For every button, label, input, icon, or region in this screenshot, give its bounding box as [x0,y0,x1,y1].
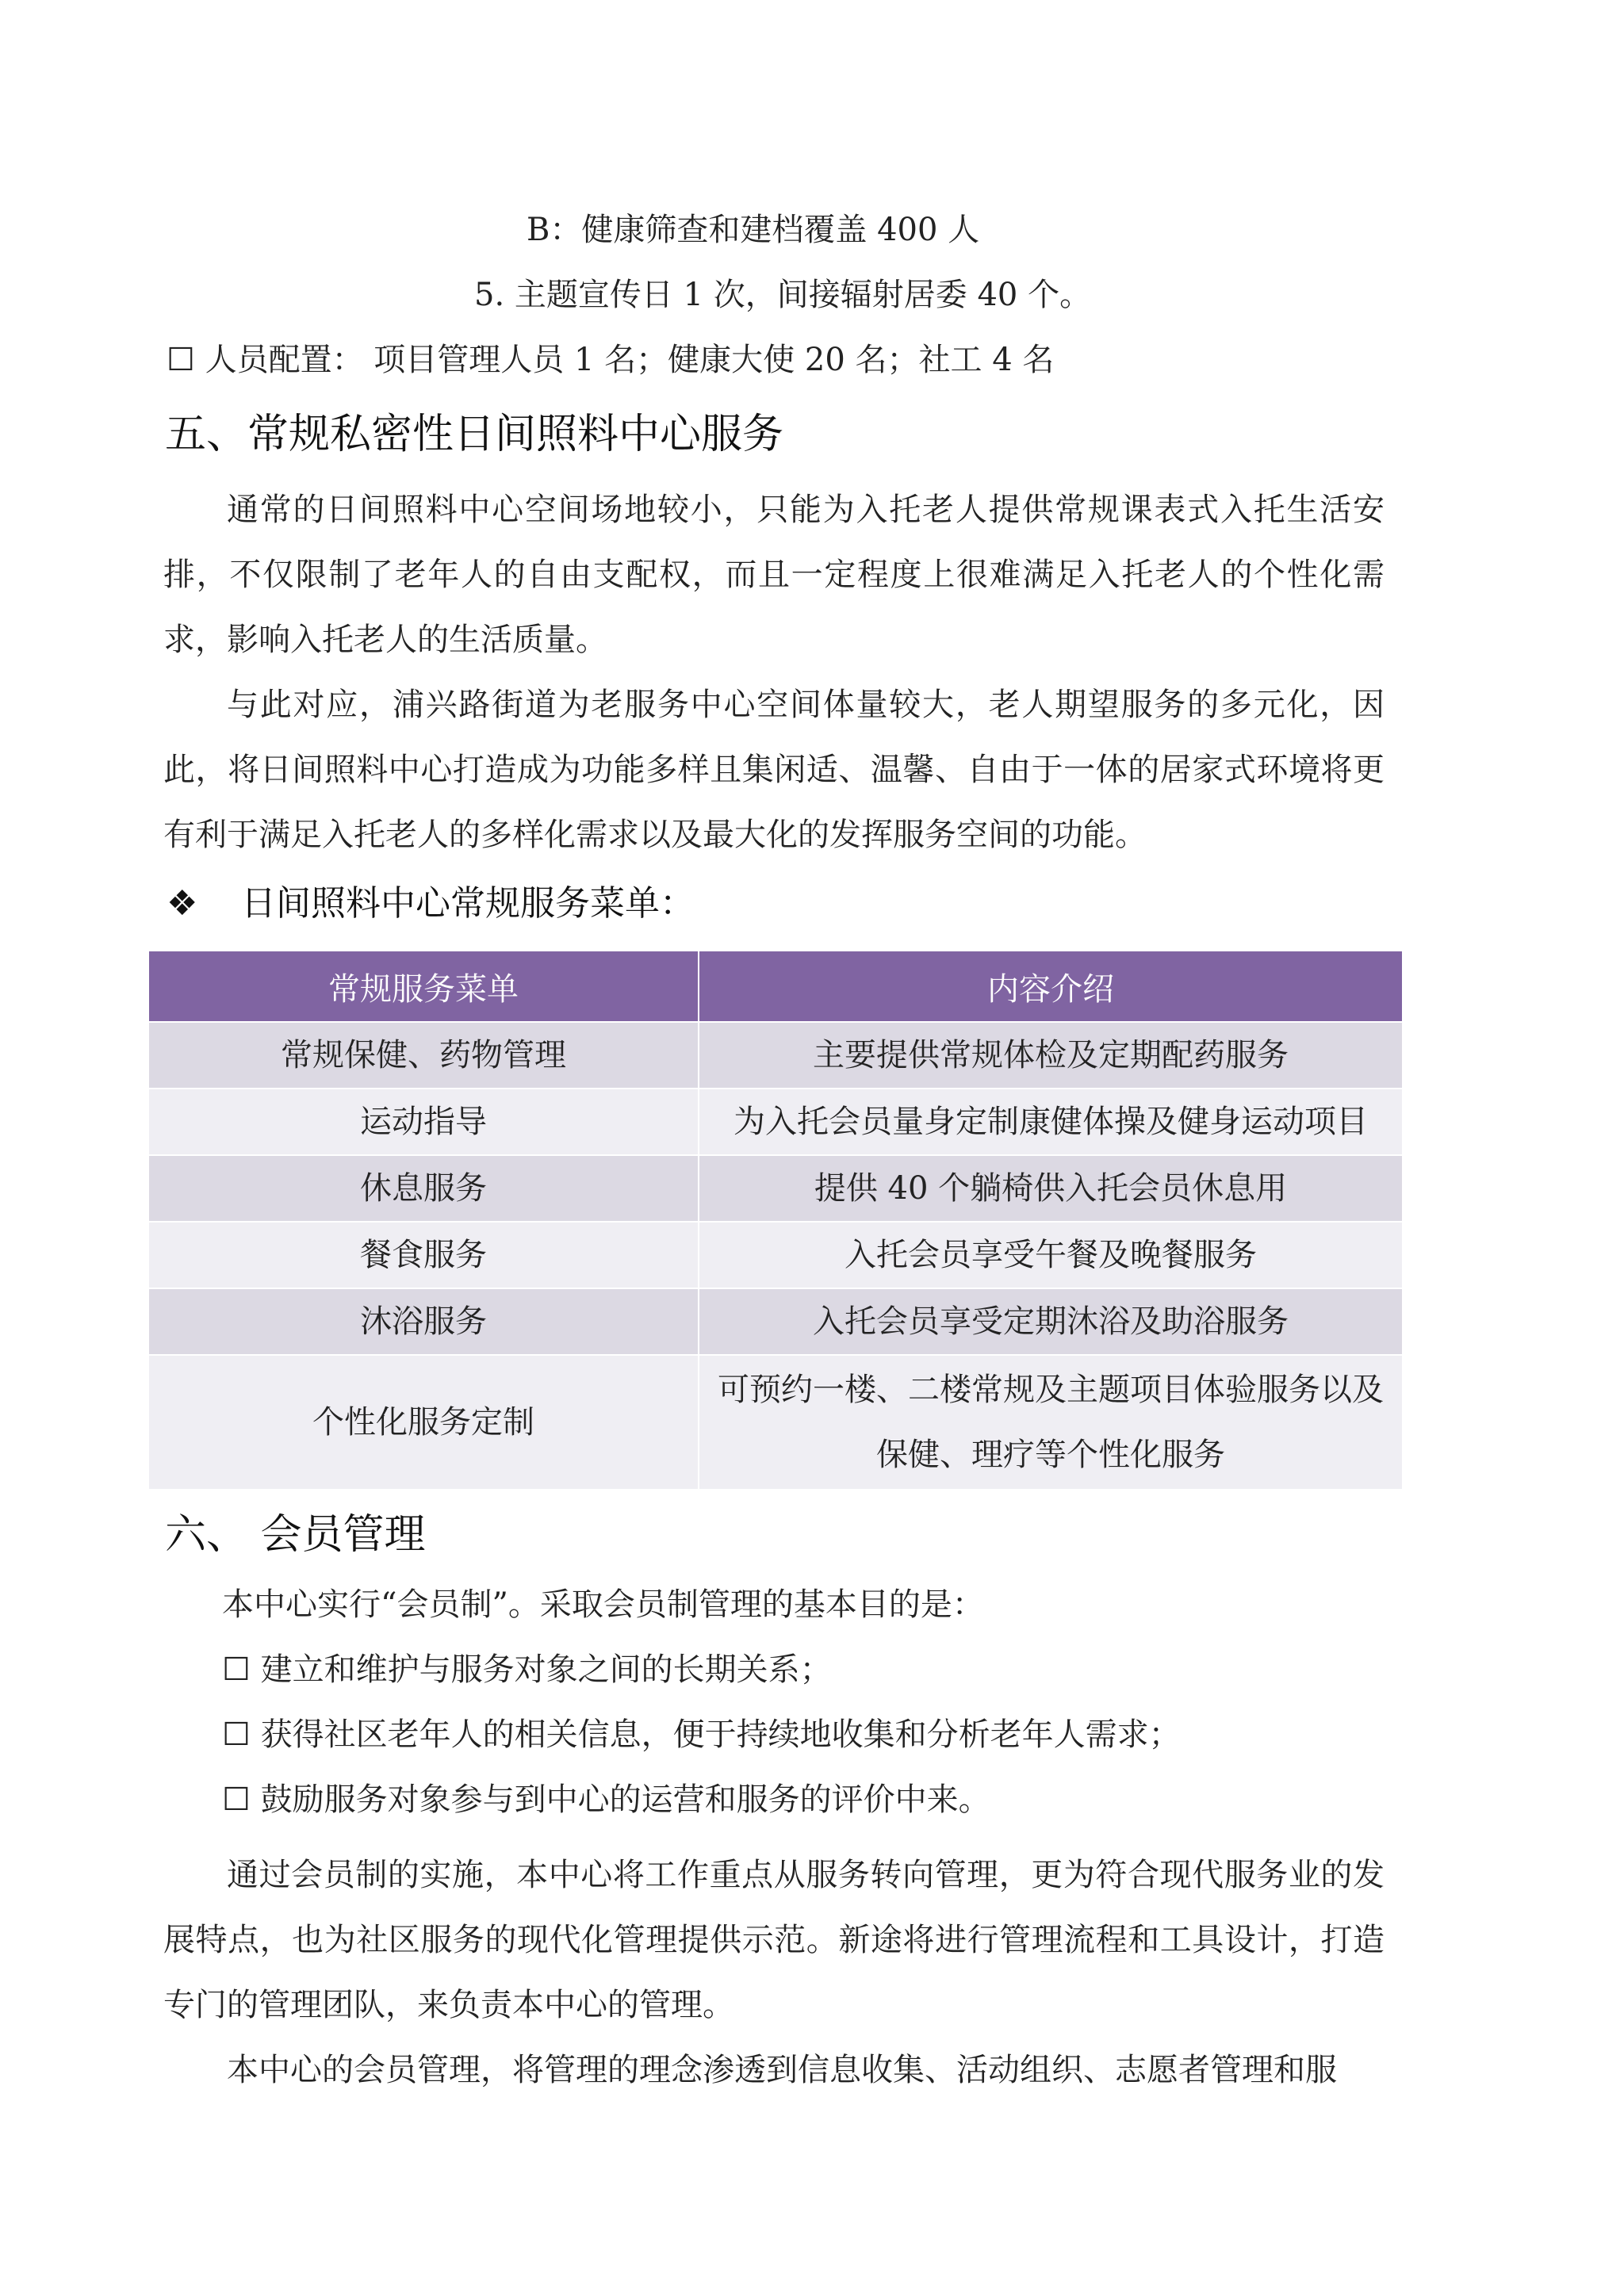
header-service: 常规服务菜单 [148,951,699,1022]
service-menu-table [147,950,1404,1490]
section5-paragraph-1: 通常的日间照料中心空间场地较小，只能为入托老人提供常规课表式入托生活安排，不仅限制了老年人的自由支配权，而且一定程度上很难满足入托老人的个性化需求，影响入托老人的生活质量。 [163,492,1385,658]
goal-item: ☐ 鼓励服务对象参与到中心的运营和服务的评价中来。 [222,1781,990,1818]
menu-title: 日间照料中心常规服务菜单： [241,883,695,924]
service-cell: 休息服务 [148,1155,699,1222]
description-cell: 主要提供常规体检及定期配药服务 [699,1022,1403,1089]
table-row [148,1288,1403,1355]
goal-item: ☐ 获得社区老年人的相关信息，便于持续地收集和分析老年人需求； [222,1716,1181,1753]
diamond-bullet-icon: ❖ [167,883,198,924]
header-description: 内容介绍 [699,951,1403,1022]
section6-intro: 本中心实行“会员制”。采取会员制管理的基本目的是： [222,1586,984,1623]
description-cell: 入托会员享受午餐及晚餐服务 [699,1222,1403,1288]
service-cell: 餐食服务 [148,1222,699,1288]
description-cell: 提供 40 个躺椅供入托会员休息用 [699,1155,1403,1222]
service-cell: 运动指导 [148,1089,699,1155]
service-cell: 常规保健、药物管理 [148,1022,699,1089]
description-cell: 入托会员享受定期沐浴及助浴服务 [699,1288,1403,1355]
section5-paragraph-2: 与此对应，浦兴路街道为老服务中心空间体量较大，老人期望服务的多元化，因此，将日间照料中心打造成为功能多样且集闲适、温馨、自由于一体的居家式环境将更有利于满足入托老人的多样化需求以及最大化的发挥服务空间的功能。 [163,687,1385,853]
section6-heading: 六、 会员管理 [165,1511,426,1559]
line-theme-day: 5. 主题宣传日 1 次，间接辐射居委 40 个。 [474,277,1092,313]
description-cell: 为入托会员量身定制康健体操及健身运动项目 [699,1089,1403,1155]
table-row [148,1022,1403,1089]
table-row [148,1155,1403,1222]
section6-paragraph-1: 通过会员制的实施，本中心将工作重点从服务转向管理，更为符合现代服务业的发展特点，也为社区服务的现代化管理提供示范。新途将进行管理流程和工具设计，打造专门的管理团队，来负责本中心的管理。 [163,1857,1385,2023]
line-health-screening: B：健康筛查和建档覆盖 400 人 [527,212,980,248]
table-header-row [148,951,1403,1022]
section6-paragraph-2: 本中心的会员管理，将管理的理念渗透到信息收集、活动组织、志愿者管理和服 [227,2052,1337,2088]
goal-item: ☐ 建立和维护与服务对象之间的长期关系； [222,1651,832,1688]
description-cell: 可预约一楼、二楼常规及主题项目体验服务以及保健、理疗等个性化服务 [699,1355,1403,1490]
table-row [148,1355,1403,1490]
service-cell: 个性化服务定制 [148,1355,699,1490]
line-staffing: ☐ 人员配置： 项目管理人员 1 名；健康大使 20 名；社工 4 名 [167,342,1055,378]
table-row [148,1222,1403,1288]
service-cell: 沐浴服务 [148,1288,699,1355]
section5-heading: 五、常规私密性日间照料中心服务 [165,411,784,458]
table-row [148,1089,1403,1155]
